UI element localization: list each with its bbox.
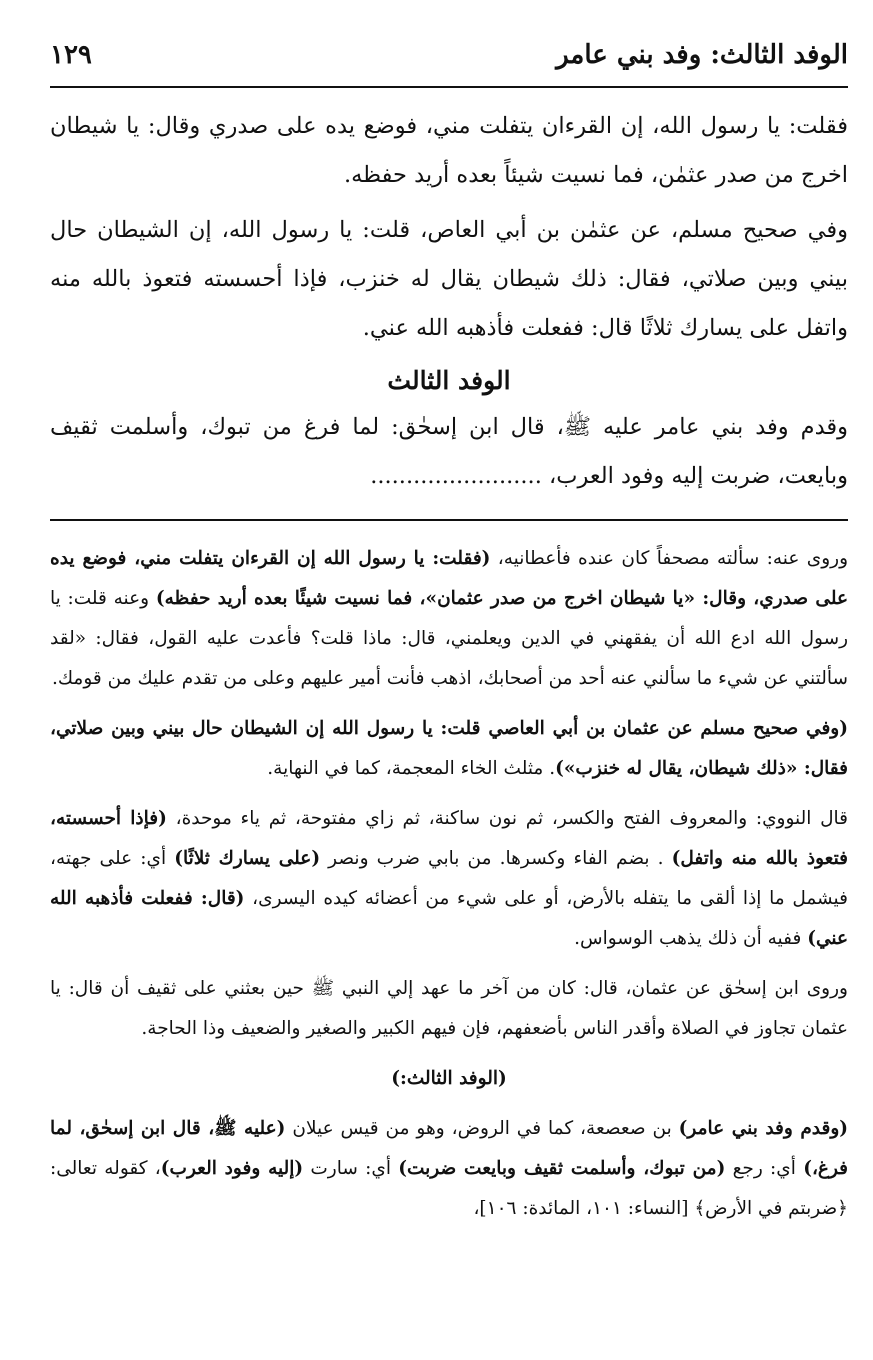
commentary-paragraph-4: وروى ابن إسحٰق عن عثمان، قال: كان من آخر ما عهد إلي النبي ﷺ حين بعثني على ثقيف أن قال: يا عثمان تجاوز في الصلاة وأقدر الناس بأضعفهم، فإن فيهم الكبير والصغير والضعيف وذا الحاجة. xyxy=(50,978,848,1039)
book-page xyxy=(50,40,848,1239)
commentary-paragraph-2 xyxy=(50,709,848,789)
dotted-leader: ........................ xyxy=(370,463,542,489)
quoted-matn: (فإذا أحسسته، فتعوذ بالله منه واتفل) xyxy=(50,808,848,869)
quoted-matn: (قال: ففعلت فأذهبه الله عني) xyxy=(50,888,848,949)
quoted-matn: (فقلت: يا رسول الله إن القرءان يتفلت مني، فوضع يده على صدري، وقال: «يا شيطان اخرج من صدر عثمان»، فما نسيت شيئًا بعده أريد حفظه) xyxy=(50,548,848,609)
header-rule xyxy=(50,86,848,88)
section-heading: الوفد الثالث xyxy=(387,366,511,395)
commentary-paragraph-3 xyxy=(50,799,848,959)
commentary-text-run: أي: على جهته، فيشمل ما إذا ألقى ما يتفله بالأرض، أو على شيء من أعضائه كيده اليسرى، xyxy=(50,848,848,909)
main-text xyxy=(50,102,848,501)
main-paragraph-1: فقلت: يا رسول الله، إن القرءان يتفلت مني، فوضع يده على صدري وقال: يا شيطان اخرج من صدر عثمٰن، فما نسيت شيئاً بعده أريد حفظه. xyxy=(50,113,848,188)
quoted-matn: (عليه ﷺ، قال ابن إسحٰق، لما فرغ،) xyxy=(50,1118,849,1179)
commentary-text-run: وعنه قلت: يا رسول الله ادع الله أن يفقهني في الدين ويعلمني، قال: ماذا قلت؟ فأعدت عليه القول، فقال: «لقد سألتني عن شيء ما سألني عنه أحد من أصحابك، اذهب فأنت أمير عليهم وعلى من تقدم عليك من قومك. xyxy=(50,588,848,689)
main-paragraph-3 xyxy=(50,403,848,501)
commentary-sub-heading: (الوفد الثالث:) xyxy=(391,1068,507,1089)
page-number: ١٢٩ xyxy=(50,40,92,70)
commentary-text-run: بن صعصعة، كما في الروض، وهو من قيس عيلان xyxy=(285,1118,679,1139)
main-paragraph-2: وفي صحيح مسلم، عن عثمٰن بن أبي العاص، قلت: يا رسول الله، إن الشيطان حال بيني وبين صلاتي، فقال: ذلك شيطان يقال له خنزب، فإذا أحسسته فتعوذ بالله منه واتفل على يسارك ثلاثًا قال: ففعلت فأذهبه الله عني. xyxy=(50,217,848,341)
quoted-matn: (وقدم وفد بني عامر) xyxy=(678,1118,849,1139)
running-header xyxy=(50,40,848,86)
commentary-paragraph-1 xyxy=(50,539,848,699)
main-paragraph-3-line-2: وأسلمت ثقيف وبايعت، ضربت إليه وفود العرب، xyxy=(50,414,848,489)
commentary-text-run: قال النووي: والمعروف الفتح والكسر، ثم نون ساكنة، ثم زاي مفتوحة، ثم ياء موحدة، xyxy=(166,808,849,829)
commentary-text-run: ففيه أن ذلك يذهب الوسواس. xyxy=(574,928,808,949)
main-paragraph-3-line-1: وقدم وفد بني عامر عليه ﷺ، قال ابن إسحٰق: لما فرغ من تبوك، xyxy=(200,414,849,440)
quoted-matn: (على يسارك ثلاثًا) xyxy=(174,848,321,869)
commentary-text-run: وروى عنه: سألته مصحفاً كان عنده فأعطانيه، xyxy=(490,548,849,569)
commentary-text-run: . مثلث الخاء المعجمة، كما في النهاية. xyxy=(267,758,556,779)
commentary-text-run: أي: سارت xyxy=(303,1158,399,1179)
quoted-matn: (وفي صحيح مسلم عن عثمان بن أبي العاصي قلت: يا رسول الله إن الشيطان حال بيني وبين صلاتي، فقال: «ذلك شيطان، يقال له خنزب») xyxy=(50,718,848,779)
commentary-text xyxy=(50,539,848,1229)
running-title: الوفد الثالث: وفد بني عامر xyxy=(556,40,848,70)
commentary-divider xyxy=(50,519,848,521)
commentary-text-run: أي: رجع xyxy=(725,1158,804,1179)
quoted-matn: (من تبوك، وأسلمت ثقيف وبايعت ضربت) xyxy=(398,1158,726,1179)
commentary-text-run: ، كقوله تعالى: ﴿ضربتم في الأرض﴾ [النساء: ١٠١، المائدة: ١٠٦]، xyxy=(50,1158,848,1219)
commentary-text-run: . بضم الفاء وكسرها. من بابي ضرب ونصر xyxy=(320,848,672,869)
quoted-matn: (إليه وفود العرب) xyxy=(160,1158,304,1179)
commentary-paragraph-5 xyxy=(50,1109,848,1229)
